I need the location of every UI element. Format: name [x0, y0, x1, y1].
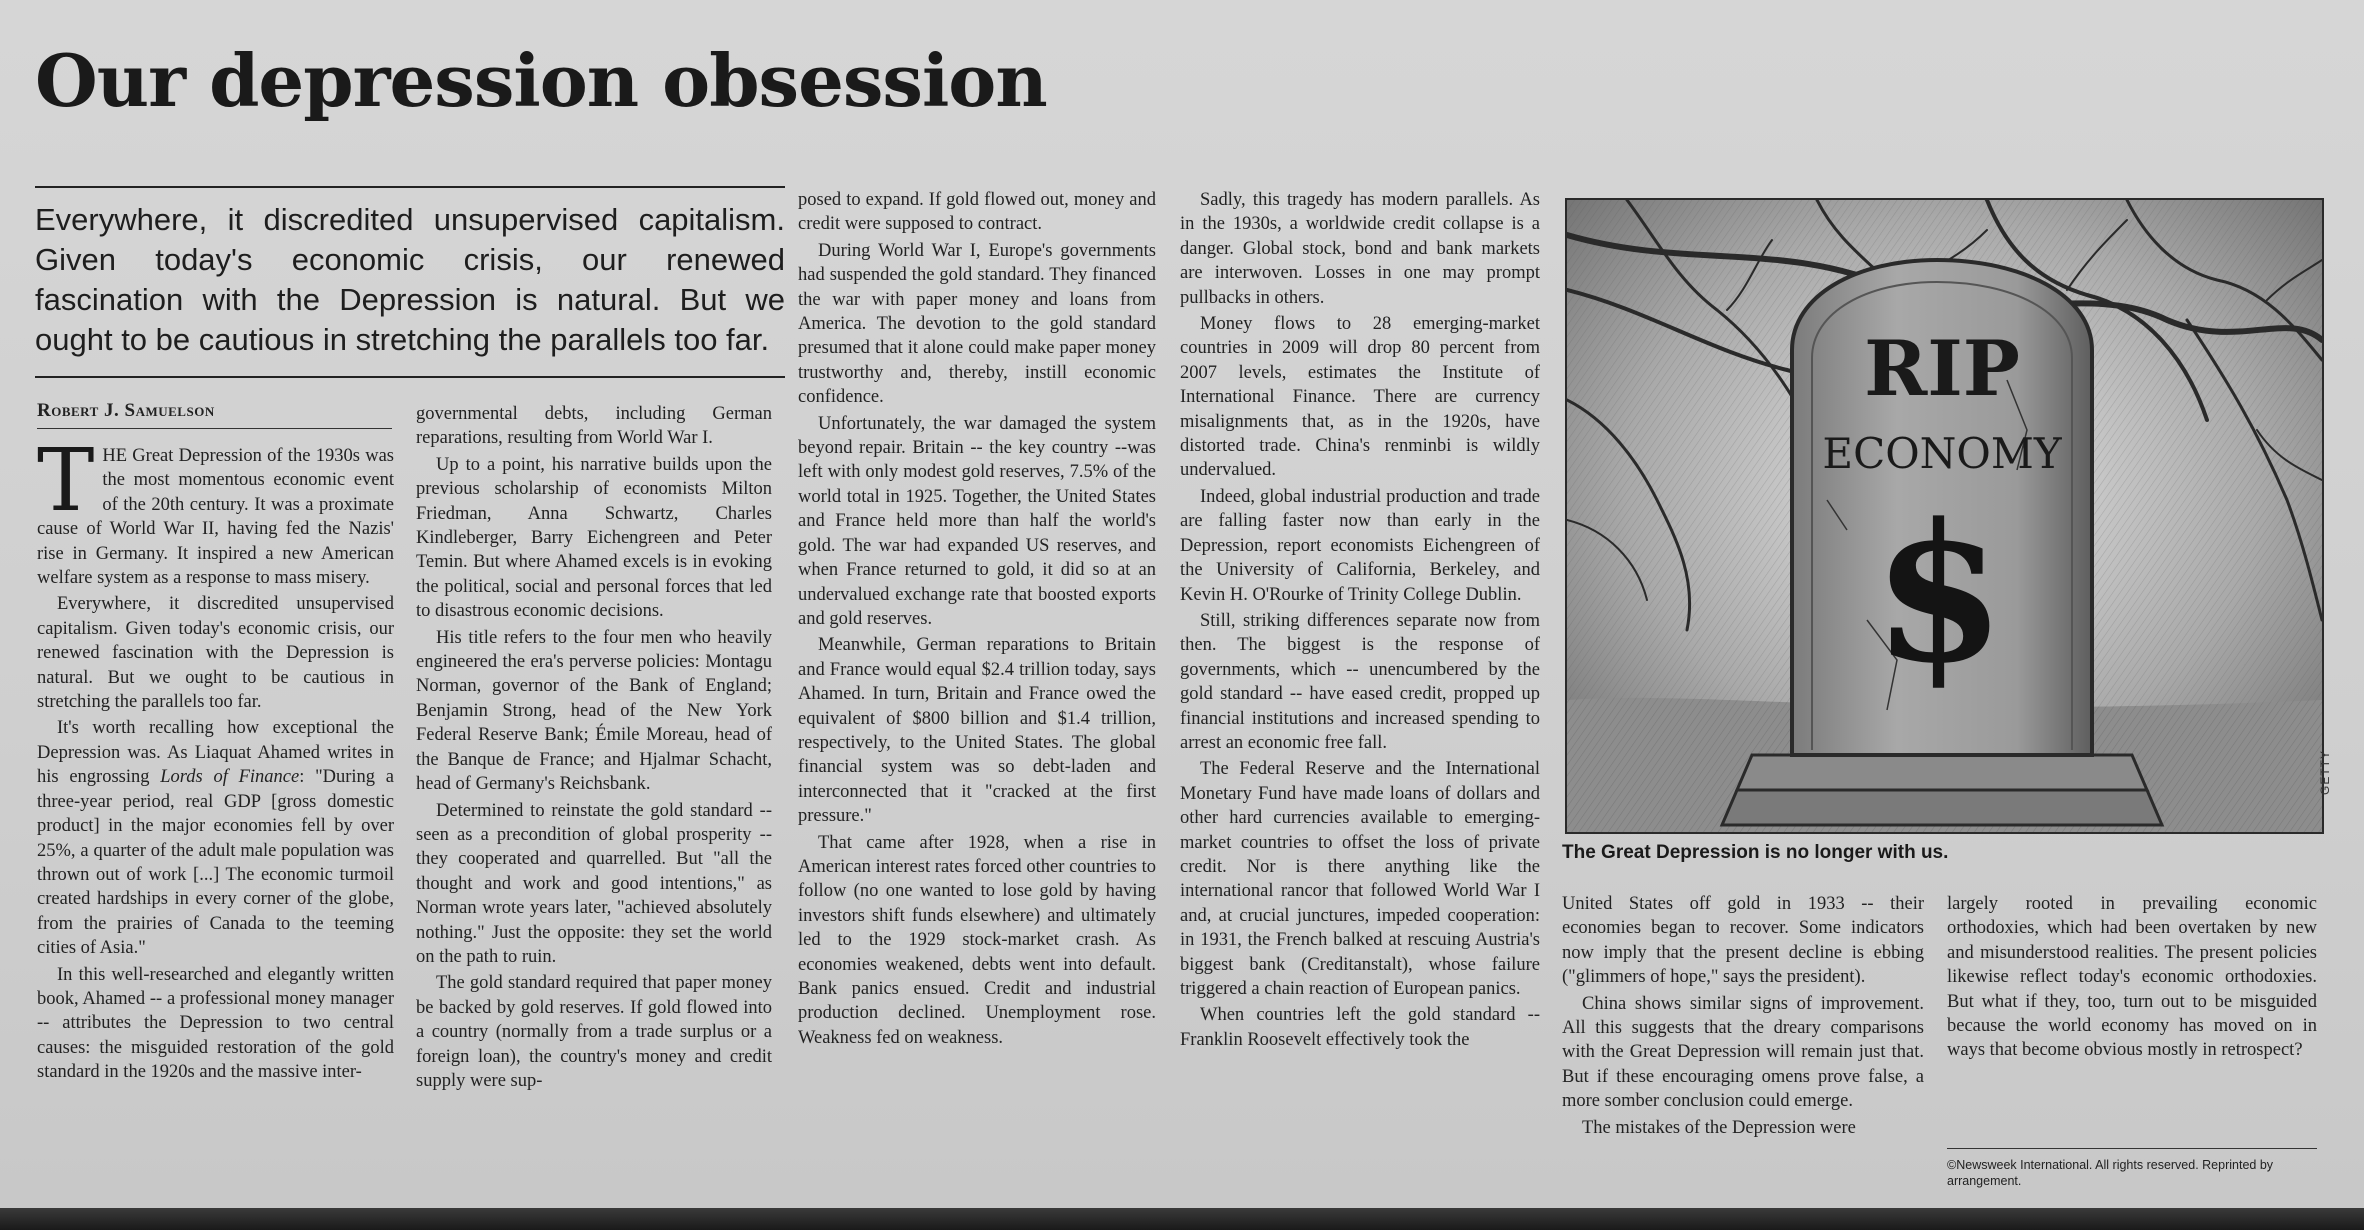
paragraph: Up to a point, his narrative builds upon the previous scholarship of economists Milton Friedman, Anna Schwartz, Charles Kindleberger, Barry Eichengreen and Peter Temin. But where Ahamed excels is in evoking the political, social and personal forces that led to disastrous economic decisions. — [416, 454, 772, 622]
paragraph — [37, 716, 394, 960]
column-2 — [416, 402, 772, 1164]
paragraph: That came after 1928, when a rise in American interest rates forced other countries to follow (no one wanted to lose gold by having investors shift funds elsewhere) and ultimately led to the 1929 stock-market crash. As economies weakened, debts went into default. Bank panics ensued. Credit and industrial production declined. Unemployment rose. Weakness fed on weakness. — [798, 832, 1156, 1048]
paragraph: Money flows to 28 emerging-market countries in 2009 will drop 80 percent from 2007 levels, estimates the Institute of International Finance. There are currency misalignments that, as in the 1920s, have distorted trade. China's renminbi is wildly undervalued. — [1180, 314, 1540, 481]
headline: Our depression obsession — [35, 38, 1047, 123]
illustration-caption: The Great Depression is no longer with us. — [1562, 842, 1949, 863]
paragraph: Everywhere, it discredited unsupervised capitalism. Given today's economic crisis, our renewed fascination with the Depression is natural. But we ought to be cautious in stretching the parallels too far. — [37, 594, 394, 713]
paragraph: Meanwhile, German reparations to Britain and France would equal $2.4 trillion today, says Ahamed. In turn, Britain and France owed the equivalent of $800 billion and $1.4 trillion, respectively, to the United States. The global financial system was so debt-laden and interconnected that it "cracked at the first pressure." — [798, 635, 1156, 827]
paragraph: Determined to reinstate the gold standard -- seen as a precondition of global prosperity -- they cooperated and quarrelled. But "all the thought and work and good intentions," as Norman wrote years later, "achieved absolutely nothing." Just the opposite: they set the world on the path to ruin. — [416, 800, 772, 967]
page-bottom-edge — [0, 1208, 2364, 1230]
paragraph: largely rooted in prevailing economic orthodoxies, which had been overtaken by new and misunderstood realities. The present policies likewise reflect today's economic orthodoxies. But what if they, too, turn out to be misguided because the world economy has moved on in ways that become obvious mostly in retrospect? — [1947, 894, 2317, 1061]
tombstone-illustration — [1567, 200, 2322, 832]
paragraph: The Federal Reserve and the International Monetary Fund have made loans of dollars and other hard currencies available to emerging-market countries to offset the loss of private credit. Nor is there anything like the international rancor that followed World War I and, at crucial junctures, impeded cooperation: in 1931, the French balked at rescuing Austria's biggest bank (Creditanstalt), whose failure triggered a chain reaction of European panics. — [1180, 759, 1540, 999]
column-6 — [1947, 892, 2317, 1137]
paragraph: Unfortunately, the war damaged the system beyond repair. Britain -- the key country --was left with only modest gold reserves, 7.5% of the world total in 1925. Together, the United States and France held more than half the world's gold. The war had expanded US reserves, and when France returned to gold, it did so at an undervalued exchange rate that boosted exports and gold reserves. — [798, 413, 1156, 629]
paragraph: governmental debts, including German reparations, resulting from World War I. — [416, 404, 772, 449]
paragraph: When countries left the gold standard -- Franklin Roosevelt effectively took the — [1180, 1005, 1540, 1050]
paragraph: Indeed, global industrial production and trade are falling faster now than early in the Depression, report economists Eichengreen of the University of California, Berkeley, and Kevin H. O'Rourke of Trinity College Dublin. — [1180, 486, 1540, 605]
paragraph: Still, striking differences separate now from then. The biggest is the response of governments, which -- unencumbered by the gold standard -- have eased credit, propped up financial institutions and increased spending to arrest an economic free fall. — [1180, 610, 1540, 753]
paragraph: The mistakes of the Depression were — [1582, 1117, 1856, 1138]
photo-credit: GETTY — [2318, 749, 2332, 795]
tomb-economy-text: ECONOMY — [1822, 429, 2062, 478]
dollar-sign-icon: $ — [1872, 482, 2006, 705]
column-5 — [1562, 892, 1924, 1192]
paragraph: His title refers to the four men who heavily engineered the era's perverse policies: Montagu Norman, governor of the Bank of England; Benjamin Strong, head of the New York Federal Reserve Bank; Émile Moreau, head of the Banque de France; and Hjalmar Schacht, head of Germany's Reichsbank. — [416, 627, 772, 795]
illustration-tombstone — [1565, 198, 2324, 834]
copyright-notice: ©Newsweek International. All rights reserved. Reprinted by arrangement. — [1947, 1148, 2317, 1189]
column-1 — [37, 444, 394, 1164]
paragraph-text: HE Great Depression of the 1930s was the most momentous economic event of the 20th century. It was a proximate cause of World War II, having fed the Nazis' rise in Germany. It inspired a new American welfare system as a response to mass misery. — [37, 446, 394, 589]
tomb-rip-text: RIP — [1864, 324, 2020, 413]
column-3 — [798, 188, 1156, 1178]
drop-cap: T — [37, 444, 95, 531]
deck-top-rule — [35, 186, 785, 188]
paragraph: United States off gold in 1933 -- their economies began to recover. Some indicators now imply that the present decline is ebbing ("glimmers of hope," says the president). — [1562, 894, 1924, 988]
paragraph: posed to expand. If gold flowed out, money and credit were supposed to contract. — [798, 190, 1156, 235]
book-title: Lords of Finance — [160, 767, 300, 788]
column-4 — [1180, 188, 1540, 1183]
paragraph: China shows similar signs of improvement. All this suggests that the dreary comparisons with the Great Depression will remain just that. But if these encouraging omens prove false, a more somber conclusion could emerge. — [1562, 993, 1924, 1112]
paragraph: The gold standard required that paper money be backed by gold reserves. If gold flowed into a country (normally from a trade surplus or a foreign loan), the country's money and credit supply were sup- — [416, 973, 772, 1091]
byline: Robert J. Samuelson — [37, 400, 392, 429]
paragraph — [37, 444, 394, 590]
paragraph: In this well-researched and elegantly written book, Ahamed -- a professional money manager -- attributes the Depression to two central causes: the misguided restoration of the gold standard in the 1920s and the massive inter- — [37, 964, 394, 1083]
deck-bottom-rule — [35, 376, 785, 378]
paragraph: Sadly, this tragedy has modern parallels. As in the 1930s, a worldwide credit collapse is a danger. Global stock, bond and bank markets are interwoven. Losses in one may prompt pullbacks in others. — [1180, 190, 1540, 308]
deck-summary: Everywhere, it discredited unsupervised capitalism. Given today's economic crisis, our renewed fascination with the Depression is natural. But we ought to be cautious in stretching the parallels too far. — [35, 202, 785, 357]
paragraph: During World War I, Europe's governments had suspended the gold standard. They financed the war with paper money and loans from America. The devotion to the gold standard presumed that it alone could make paper money trustworthy and, thereby, instill economic confidence. — [798, 240, 1156, 408]
paragraph-text: It's worth recalling how exceptional the Depression was. As Liaquat Ahamed writes in his engrossing — [37, 718, 394, 788]
paragraph-text: : "During a three-year period, real GDP [gross domestic product] in the major economies fell by over 25%, a quarter of the adult male population was thrown out of work [...] The economic turmoil created hardships in every corner of the globe, from the prairies of Canada to the teeming cities of Asia." — [37, 767, 394, 959]
